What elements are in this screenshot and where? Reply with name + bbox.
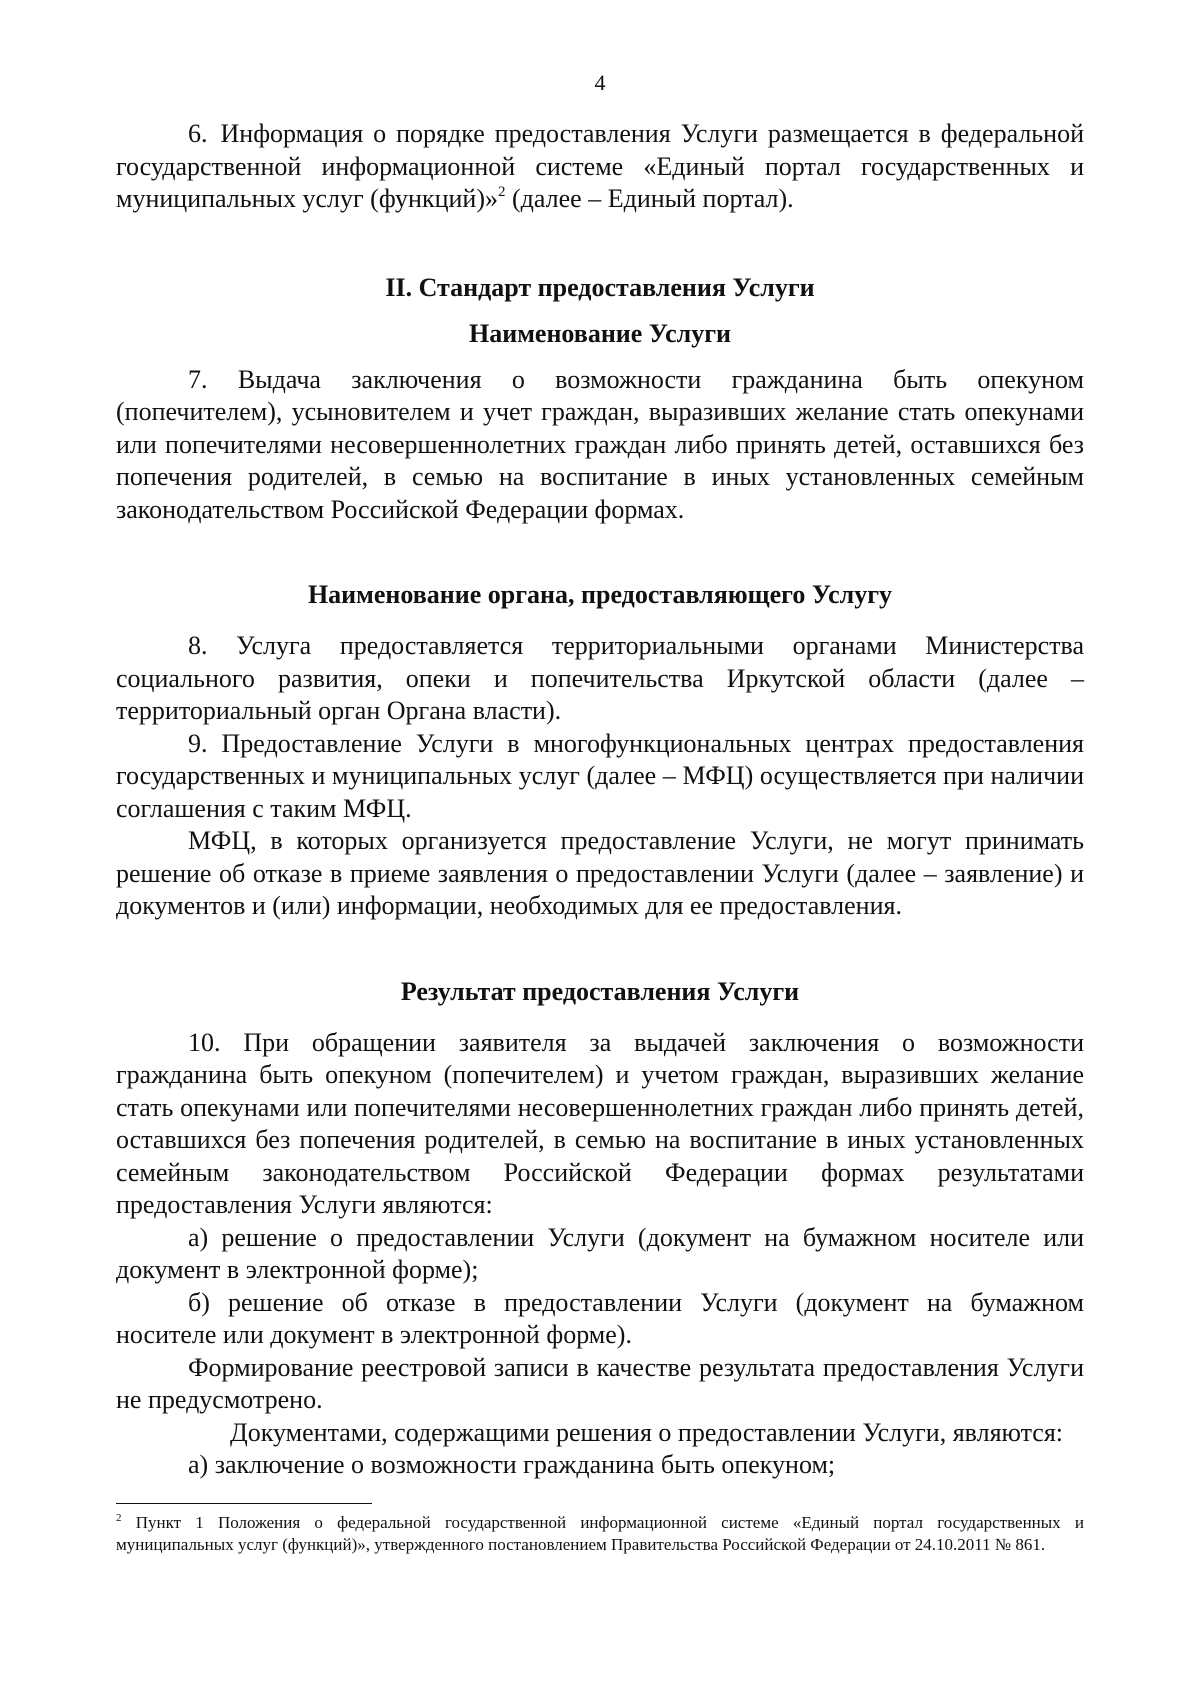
footnote	[116, 1512, 1084, 1556]
footnote-divider	[116, 1503, 372, 1504]
heading-result: Результат предоставления Услуги	[400, 976, 800, 1006]
heading-service-name: Наименование Услуги	[468, 318, 732, 348]
footnote-text: Пункт 1 Положения о федеральной государственной информационной системе «Единый портал государственных и муниципальных услуг (функций)», утвержденного постановлением Правительства Российской Федерации от 24.10.2011 № 861.	[116, 1513, 1084, 1554]
paragraph-6	[116, 118, 1084, 216]
footnote-reference: 2	[498, 184, 506, 200]
paragraph-10a: а) решение о предоставлении Услуги (документ на бумажном носителе или документ в электронной форме);	[116, 1222, 1084, 1284]
paragraph-10c: Формирование реестровой записи в качестве результата предоставления Услуги не предусмотрено.	[116, 1352, 1084, 1414]
document-body	[116, 118, 1084, 1482]
paragraph-10: 10. При обращении заявителя за выдачей заключения о возможности гражданина быть опекуном (попечителем) и учетом граждан, выразивших желание стать опекунами или попечителями несовершеннолетних граждан либо принять детей, оставшихся без попечения родителей, в семью на воспитание в иных установленных семейным законодательством Российской Федерации формах результатами предоставления Услуги являются:	[116, 1027, 1084, 1219]
paragraph-10b: б) решение об отказе в предоставлении Услуги (документ на бумажном носителе или документ в электронной форме).	[116, 1287, 1084, 1349]
paragraph-6-text: 6. Информация о порядке предоставления Услуги размещается в федеральной государственной информационной системе «Единый портал государственных и муниципальных услуг (функций)»	[116, 119, 1084, 213]
paragraph-10e: а) заключение о возможности гражданина быть опекуном;	[188, 1450, 836, 1479]
paragraph-8: 8. Услуга предоставляется территориальными органами Министерства социального развития, опеки и попечительства Иркутской области (далее – территориальный орган Органа власти).	[116, 631, 1084, 725]
paragraph-10d: Документами, содержащими решения о предоставлении Услуги, являются:	[230, 1417, 1064, 1447]
paragraph-9: 9. Предоставление Услуги в многофункциональных центрах предоставления государственных и муниципальных услуг (далее – МФЦ) осуществляется при наличии соглашения с таким МФЦ.	[116, 728, 1084, 823]
paragraph-9b: МФЦ, в которых организуется предоставление Услуги, не могут принимать решение об отказе в приеме заявления о предоставлении Услуги (далее – заявление) и документов и (или) информации, необходимых для ее предоставления.	[116, 826, 1084, 920]
paragraph-6-tail: (далее – Единый портал).	[505, 184, 794, 213]
footnote-marker: 2	[116, 1512, 122, 1524]
heading-authority: Наименование органа, предоставляющего Услугу	[307, 580, 893, 609]
paragraph-7: 7. Выдача заключения о возможности гражданина быть опекуном (попечителем), усыновителем и учет граждан, выразивших желание стать опекунами или попечителями несовершеннолетних граждан либо принять детей, оставшихся без попечения родителей, в семью на воспитание в иных установленных семейным законодательством Российской Федерации формах.	[116, 364, 1084, 524]
section-title: II. Стандарт предоставления Услуги	[385, 272, 815, 302]
page-number: 4	[594, 70, 606, 95]
